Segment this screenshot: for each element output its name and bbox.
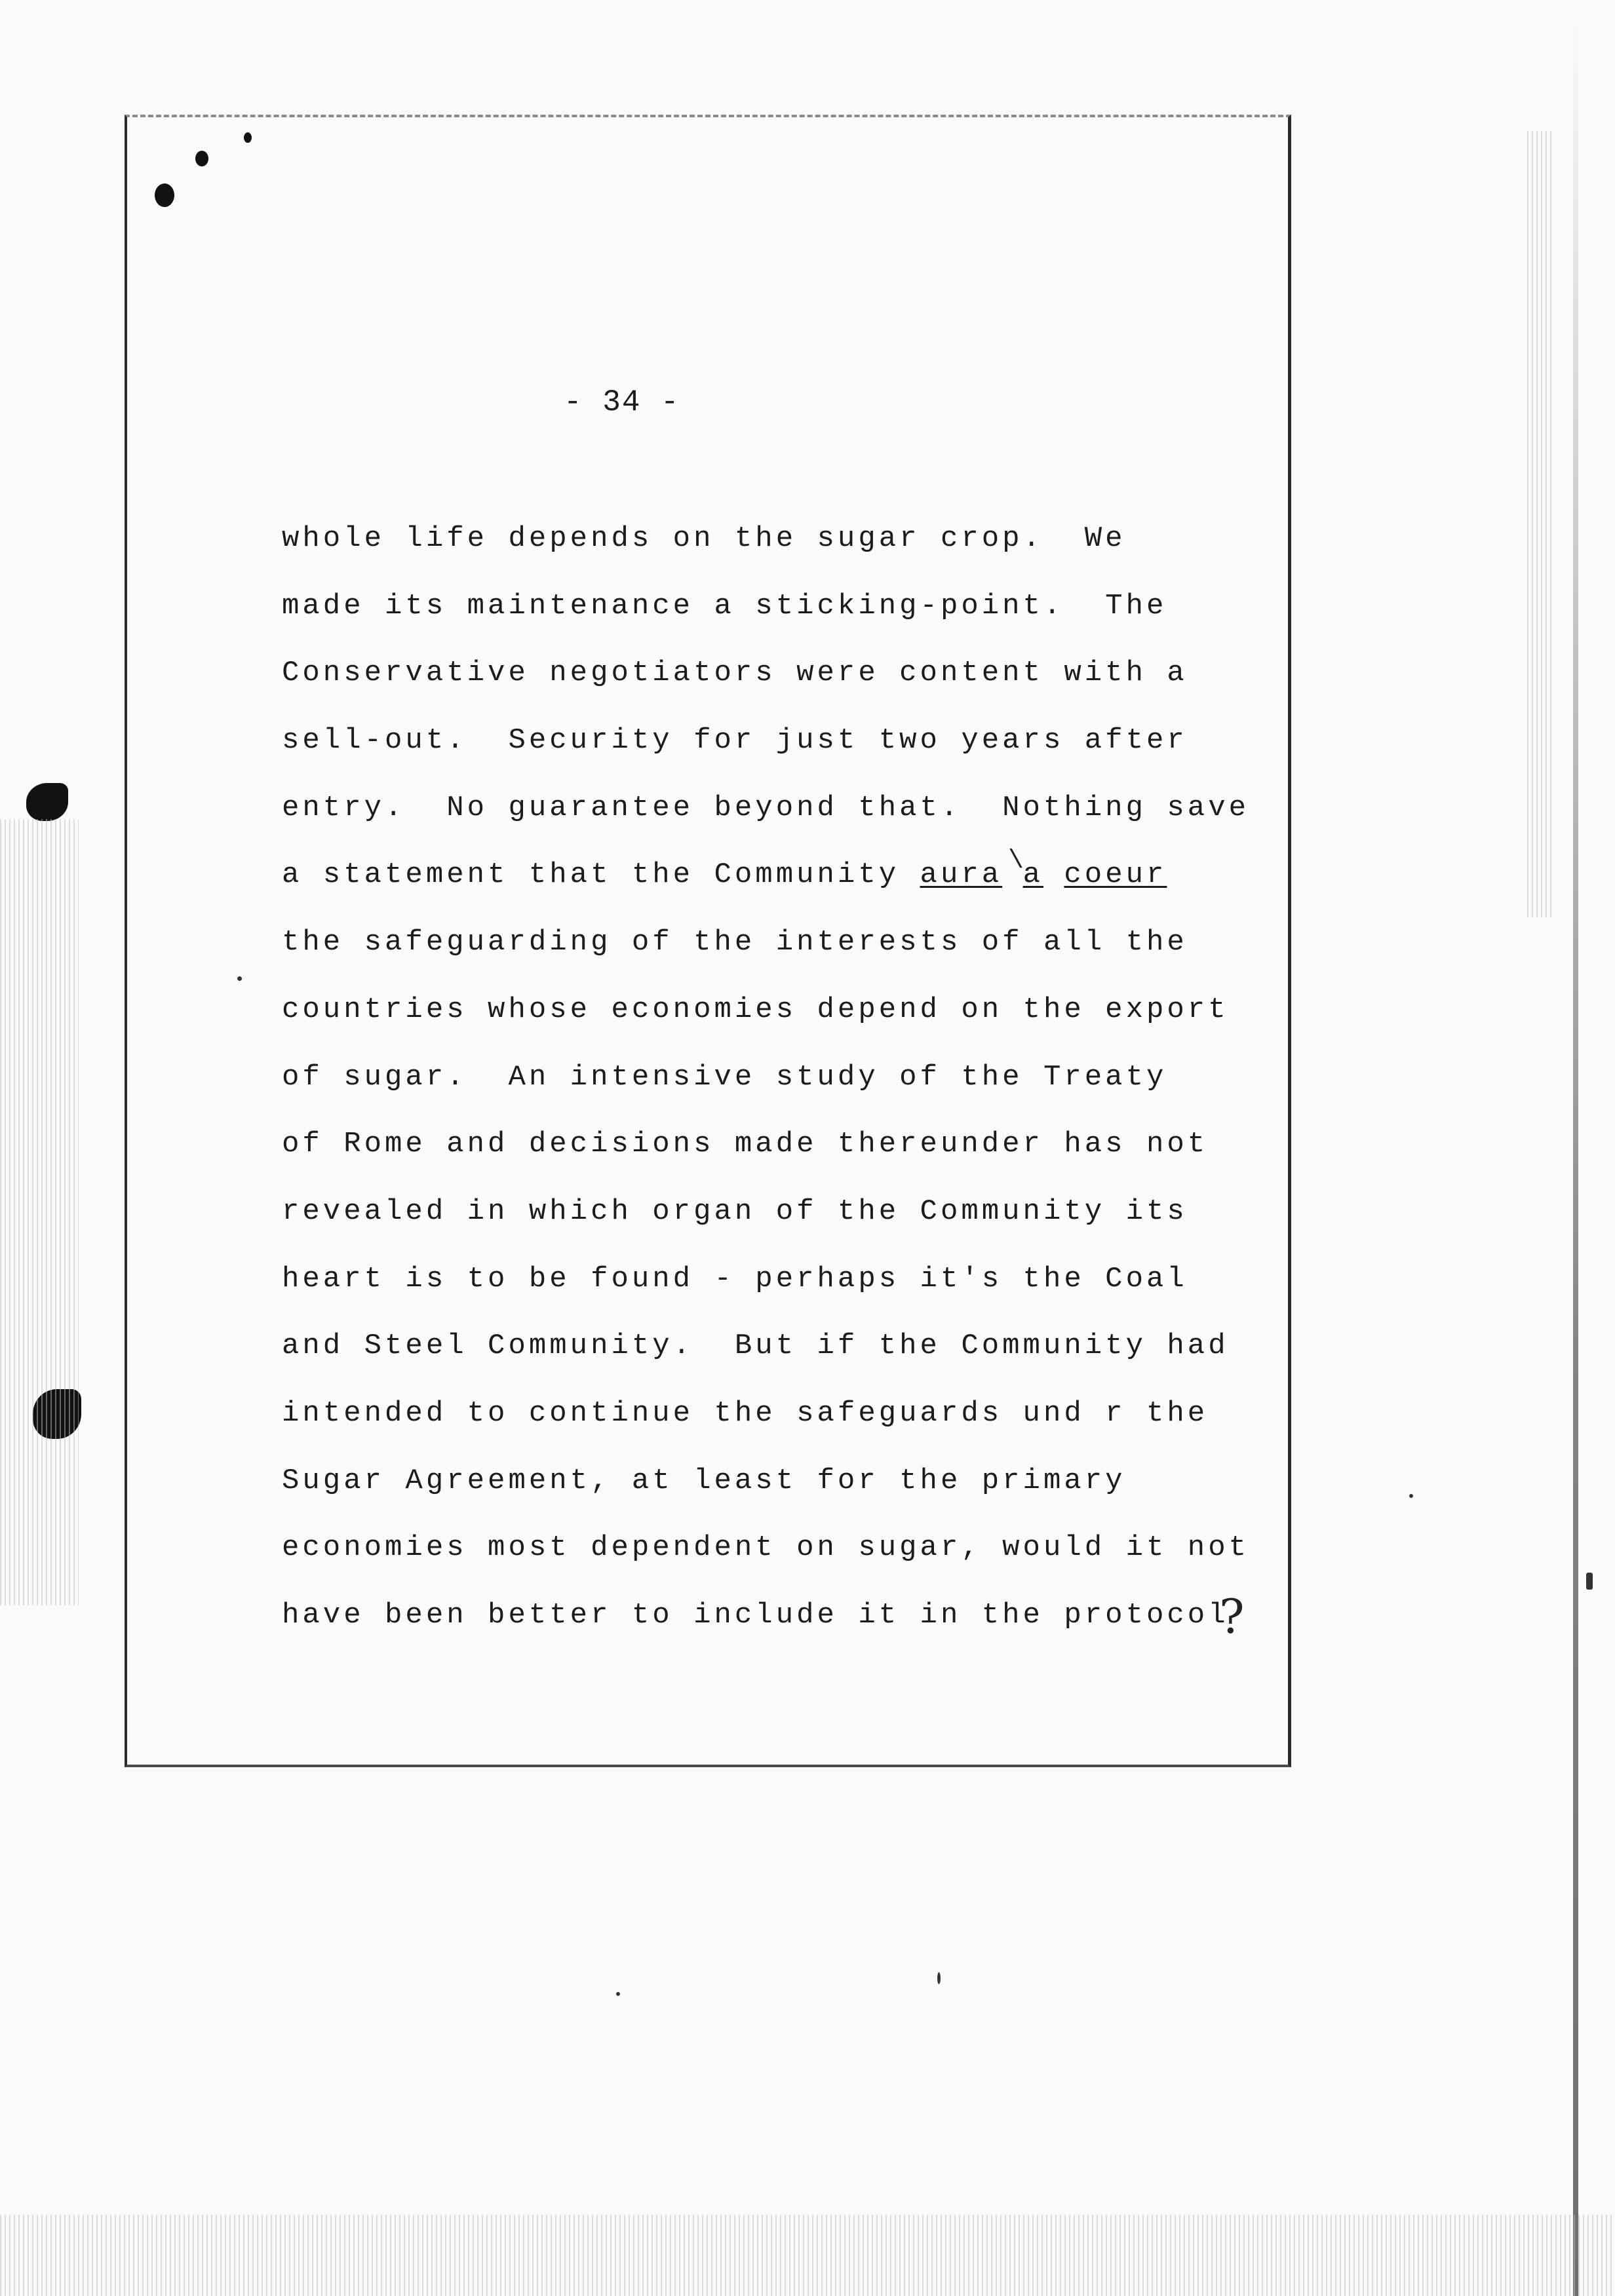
text-line: intended to continue the safeguards und r the xyxy=(282,1396,1209,1430)
ink-blot xyxy=(244,132,252,143)
text-line: Conservative negotiators were content with a xyxy=(282,657,1188,690)
text-line: countries whose economies depend on the export xyxy=(282,993,1229,1026)
text-line: heart is to be found - perhaps it's the Coal xyxy=(282,1262,1188,1295)
speck xyxy=(616,1992,620,1996)
text-line: have been better to include it in the protocol xyxy=(282,1599,1229,1632)
text-line: the safeguarding of the interests of all the xyxy=(282,926,1188,959)
space xyxy=(1043,858,1064,891)
text-line-with-french-phrase xyxy=(282,855,1304,923)
text-line: of Rome and decisions made thereunder has not xyxy=(282,1128,1209,1161)
text-line: entry. No guarantee beyond that. Nothing save xyxy=(282,791,1250,824)
speck xyxy=(1409,1494,1413,1498)
text-line: Sugar Agreement, at least for the primary xyxy=(282,1464,1126,1497)
text-line: of sugar. An intensive study of the Treaty xyxy=(282,1060,1167,1094)
speck xyxy=(937,1972,941,1984)
underlined-word: aura xyxy=(920,858,1003,892)
text-line: made its maintenance a sticking-point. The xyxy=(282,589,1167,622)
page-number: - 34 - xyxy=(564,385,680,419)
text-line: and Steel Community. But if the Community had xyxy=(282,1330,1229,1363)
text-line: sell-out. Security for just two years after xyxy=(282,724,1188,757)
handwritten-question-mark: ? xyxy=(1219,1589,1245,1644)
ink-blot xyxy=(155,183,174,207)
text-line: whole life depends on the sugar crop. We xyxy=(282,522,1126,555)
text-line: economies most dependent on sugar, would it not xyxy=(282,1531,1250,1565)
underlined-word: a xyxy=(1022,858,1043,892)
accent-mark: \ xyxy=(1008,847,1024,876)
ink-blot xyxy=(26,783,68,821)
speck xyxy=(1586,1573,1593,1590)
scan-noise-left xyxy=(0,819,79,1605)
page-edge-shadow xyxy=(1573,0,1578,2296)
underlined-word: coeur xyxy=(1064,858,1167,892)
space xyxy=(1002,858,1022,891)
scan-noise-bottom xyxy=(0,2215,1615,2296)
text-line: revealed in which organ of the Community its xyxy=(282,1195,1188,1228)
scan-noise-right xyxy=(1527,131,1553,917)
speck xyxy=(237,976,242,981)
body-paragraph xyxy=(282,519,1304,1663)
text-fragment: a statement that the Community xyxy=(282,858,920,892)
ink-blot xyxy=(195,151,208,166)
